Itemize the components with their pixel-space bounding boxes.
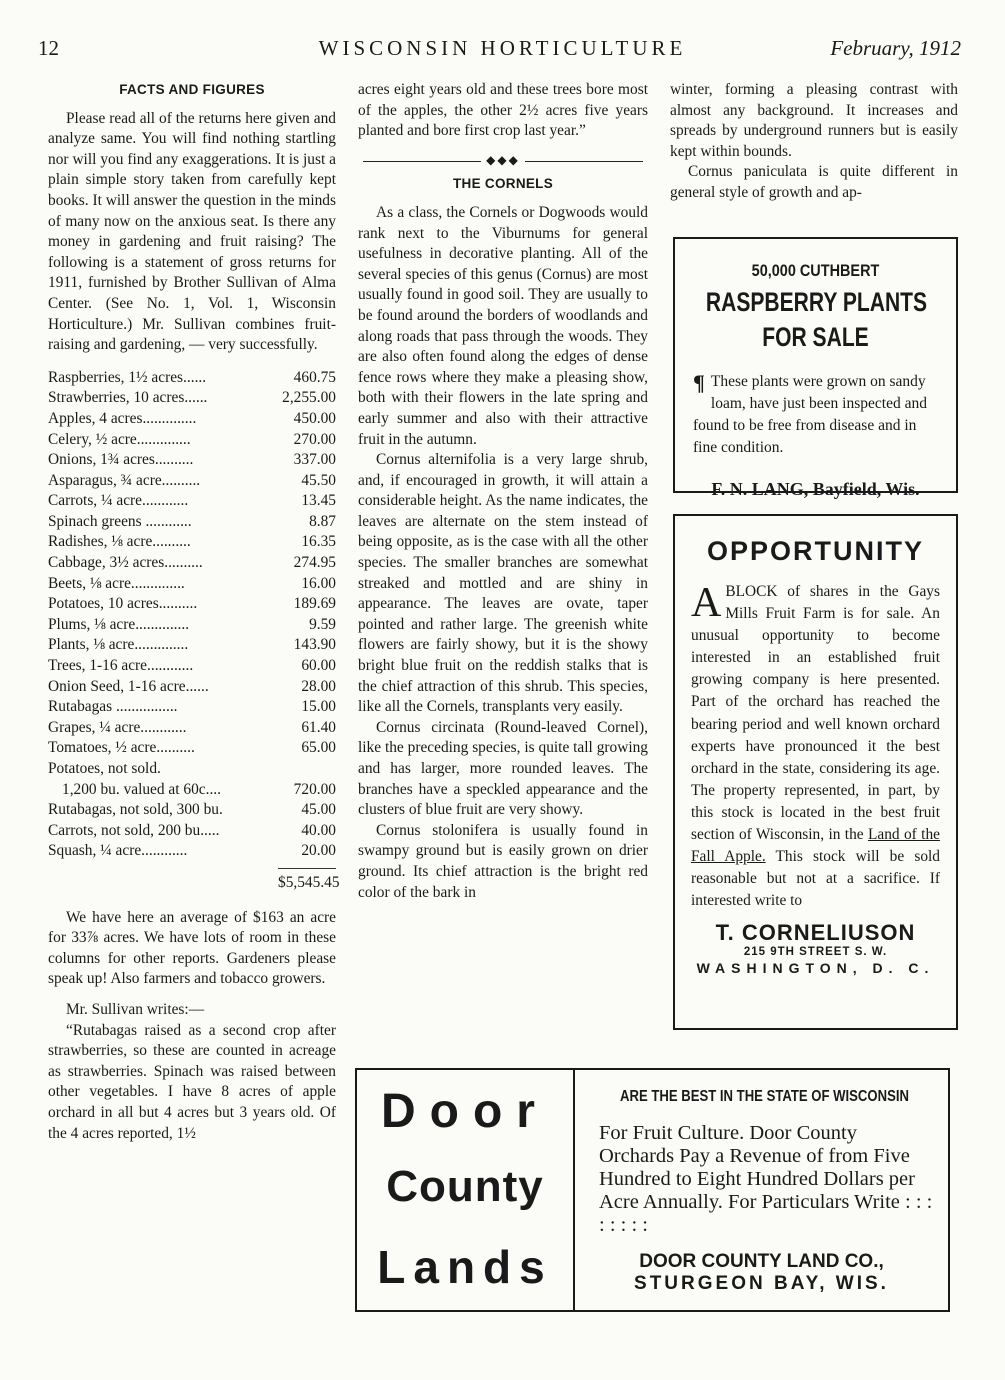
ad-raspberry-line2: RASPBERRY PLANTS [705,287,928,317]
returns-item: Celery, ½ acre.............. [48,430,191,448]
returns-amount: 450.00 [293,409,336,427]
returns-item: Trees, 1-16 acre............ [48,657,194,675]
returns-total: $5,545.45 [278,868,336,894]
ad-door-address: STURGEON BAY, WIS. [634,1273,889,1294]
returns-amount: 274.95 [293,554,336,572]
facts-average: We have here an average of $163 an acre for 33⅞ acres. We have lots of room in these columns for other reports. Gardeners please speak up! Also farmers and tobacco growers. [48,908,336,988]
returns-row [48,841,336,862]
column-2 [358,80,648,903]
returns-item: Radishes, ⅛ acre.......... [48,533,191,551]
pilcrow-icon: ¶ [693,370,705,395]
returns-amount: 13.45 [301,492,336,510]
returns-item: Cabbage, 3½ acres.......... [48,554,203,572]
ad-opportunity [673,514,958,1030]
returns-amount: 2,255.00 [282,389,336,407]
journal-title: WISCONSIN HORTICULTURE [318,36,687,60]
returns-amount: 40.00 [301,821,336,839]
returns-row [48,532,336,553]
returns-row [48,615,336,636]
ad-door-big2: County [386,1162,544,1211]
returns-row [48,368,336,389]
ad-opportunity-text2: This stock will be sold reasonable but not at a sacrifice. If interested write to [691,848,940,910]
returns-amount: 460.75 [293,368,336,386]
returns-amount: 65.00 [301,739,336,757]
returns-row [48,718,336,739]
ad-door-right [575,1070,948,1310]
returns-row [48,491,336,512]
returns-amount: 8.87 [309,512,336,530]
ad-raspberry-plants [673,237,958,499]
returns-item: Potatoes, 10 acres.......... [48,595,198,613]
ad-opportunity-heading: OPPORTUNITY [706,536,924,566]
ad-door-county [355,1068,950,1312]
column-1 [48,80,340,1144]
cornels-heading: THE CORNELS [452,176,554,192]
returns-row [48,780,336,801]
returns-amount: 16.00 [301,574,336,592]
ad-door-body: For Fruit Culture. Door County Orchards Pay a Revenue of from Five Hundred to Eight Hundred Dollars per Acre Annually. For Particulars Write : : : : : : : : [599,1122,933,1236]
returns-row [48,430,336,451]
ad-door-big1: Door [381,1085,549,1138]
returns-item: Carrots, not sold, 200 bu..... [48,821,220,839]
cornels-p1: As a class, the Cornels or Dogwoods would rank next to the Viburnums for general usefulness in decorative planting. All of the several species of this genus (Cornus) are most usually found in good soil. They are usually to be found around the borders of woodlands and along roads that pass through the woods. They are also often found along the edges of dense fence rows where they make a pleasing show, both with their flowers in the late spring and early summer and also with their attractive fruit in the autumn. [358,203,648,448]
returns-amount: 60.00 [301,657,336,675]
returns-amount: 9.59 [309,615,336,633]
column-3 [670,80,958,204]
returns-item: Carrots, ¼ acre............ [48,492,189,510]
returns-item: Grapes, ¼ acre............ [48,718,187,736]
returns-amount: 20.00 [301,842,336,860]
sullivan-quote-cont: acres eight years old and these trees bore most of the apples, the other 2½ acres five years planted and bore first crop last year.” [358,81,648,140]
returns-row [48,553,336,574]
cornels-p2: Cornus alternifolia is a very large shrub, and, if encouraged in growth, it will attain a considerable height. As the name indicates, the leaves are alternate on the stem instead of being opposite, as is the case with all the other species. The smaller branches are somewhat streaked and mottled and are shiny in appearance. The leaves are ovate, taper pointed and rather large. The greenish white flowers are fairly showy, but it is the showy bright blue fruit on the reddish stalks that is the chief attraction of this shrub. This species, like all the Cornels, transplants very easily. [358,451,648,716]
returns-row [48,759,336,780]
sullivan-quote: “Rutabagas raised as a second crop after strawberries, so these are counted in acreage as strawberries. Spinach was raised between other vegetables. I have 8 acres of apple orchard in all but 4 acres but 3 years old. Of the 4 acres reported, 1½ [48,1021,336,1142]
ad-opportunity-address2: WASHINGTON, D. C. [696,960,935,977]
returns-item: Strawberries, 10 acres...... [48,389,208,407]
returns-item: Onion Seed, 1-16 acre...... [48,677,209,695]
returns-item: Spinach greens ............ [48,512,192,530]
returns-row [48,574,336,595]
ad-door-company: DOOR COUNTY LAND CO., [639,1251,884,1272]
returns-row [48,409,336,430]
ad-raspberry-text: These plants were grown on sandy loam, have just been inspected and found to be free from disease and in fine condition. [693,373,927,456]
returns-row [48,512,336,533]
returns-item: Apples, 4 acres.............. [48,409,197,427]
sullivan-writes: Mr. Sullivan writes:— [66,1000,205,1018]
returns-item: Plums, ⅛ acre.............. [48,615,190,633]
fall-apple-link: Land of the Fall Apple. [691,826,940,866]
cornels-p4-cont: winter, forming a pleasing contrast with almost any background. It increases and spreads by underground runners but is easily kept within bounds. [670,81,958,160]
returns-amount: 720.00 [293,780,336,798]
returns-amount: 45.50 [301,471,336,489]
returns-row [48,635,336,656]
returns-amount: 270.00 [293,430,336,448]
returns-row [48,656,336,677]
ad-raspberry-line1: 50,000 CUTHBERT [751,261,880,280]
section-ornament: ◆◆◆ [358,150,648,171]
returns-row [48,471,336,492]
facts-heading: FACTS AND FIGURES [119,82,265,97]
ad-opportunity-body [691,581,940,912]
returns-item: Rutabagas ................ [48,698,178,716]
returns-amount: 143.90 [293,636,336,654]
returns-row [48,738,336,759]
dropcap: A [691,580,722,626]
returns-item: Potatoes, not sold. [48,760,161,777]
cornels-p3: Cornus circinata (Round-leaved Cornel), like the preceding species, is quite tall growing and has larger, more rounded leaves. The branches have a speckled appearance and the clusters of blue fruit are very showy. [358,718,648,819]
ad-opportunity-text1: BLOCK of shares in the Gays Mills Fruit Farm is for sale. An unusual opportunity to become interested in an established fruit growing company is here presented. Part of the orchard has reached the bearing period and well known orchard experts have pronounced it the best orchard in the state, considering its age. The property represented, in part, by this stock is located in the best fruit section of Wisconsin, in the [691,583,940,844]
returns-row [48,594,336,615]
returns-amount: 28.00 [301,677,336,695]
ad-door-big3: Lands [377,1241,553,1293]
returns-row [48,821,336,842]
returns-item: Tomatoes, ½ acre.......... [48,739,195,757]
returns-row [48,677,336,698]
facts-intro: Please read all of the returns here given and analyze same. You will find nothing startling nor will you find any exaggerations. It is just a plain simple story taken from carefully kept books. It will answer the question in the minds of many now on the anxious seat. Is there any money in gardening and fruit raising? The following is a statement of gross returns for 1911, furnished by Brother Sullivan of Alma Center. (See No. 1, Vol. 1, Wisconsin Horticulture.) Mr. Sullivan combines fruit-raising and gardening, — very successfully. [48,109,336,354]
returns-amount: 61.40 [301,718,336,736]
returns-item: Raspberries, 1½ acres...... [48,368,207,386]
returns-list [48,368,336,862]
returns-row [48,800,336,821]
ad-raspberry-signature: F. N. LANG, Bayfield, Wis. [711,479,920,499]
returns-amount: 15.00 [301,698,336,716]
returns-item: Plants, ⅛ acre.............. [48,636,189,654]
ad-opportunity-address1: 215 9TH STREET S. W. [743,946,888,959]
returns-amount: 337.00 [293,451,336,469]
issue-date: February, 1912 [830,36,961,60]
returns-row [48,450,336,471]
returns-item: Rutabagas, not sold, 300 bu. [48,801,223,819]
returns-item: Squash, ¼ acre............ [48,842,188,860]
returns-item: 1,200 bu. valued at 60c.... [62,780,222,798]
returns-item: Onions, 1¾ acres.......... [48,451,194,469]
returns-row [48,388,336,409]
cornels-p4: Cornus stolonifera is usually found in swampy ground but is easily grown on drier ground. Its chief attraction is the bright red color of the bark in [358,821,648,901]
returns-amount: 189.69 [293,595,336,613]
returns-amount: 16.35 [301,533,336,551]
ad-door-tagline: ARE THE BEST IN THE STATE OF WISCONSIN [620,1088,909,1105]
page-number: 12 [38,36,59,60]
cornels-p5: Cornus paniculata is quite different in general style of growth and ap- [670,163,958,201]
ad-raspberry-line3: FOR SALE [762,322,869,352]
ad-raspberry-body [675,353,956,459]
returns-item: Asparagus, ¾ acre.......... [48,471,201,489]
returns-row [48,697,336,718]
returns-item: Beets, ⅛ acre.............. [48,574,185,592]
ad-opportunity-name: T. CORNELIUSON [715,920,916,946]
returns-amount: 45.00 [301,801,336,819]
